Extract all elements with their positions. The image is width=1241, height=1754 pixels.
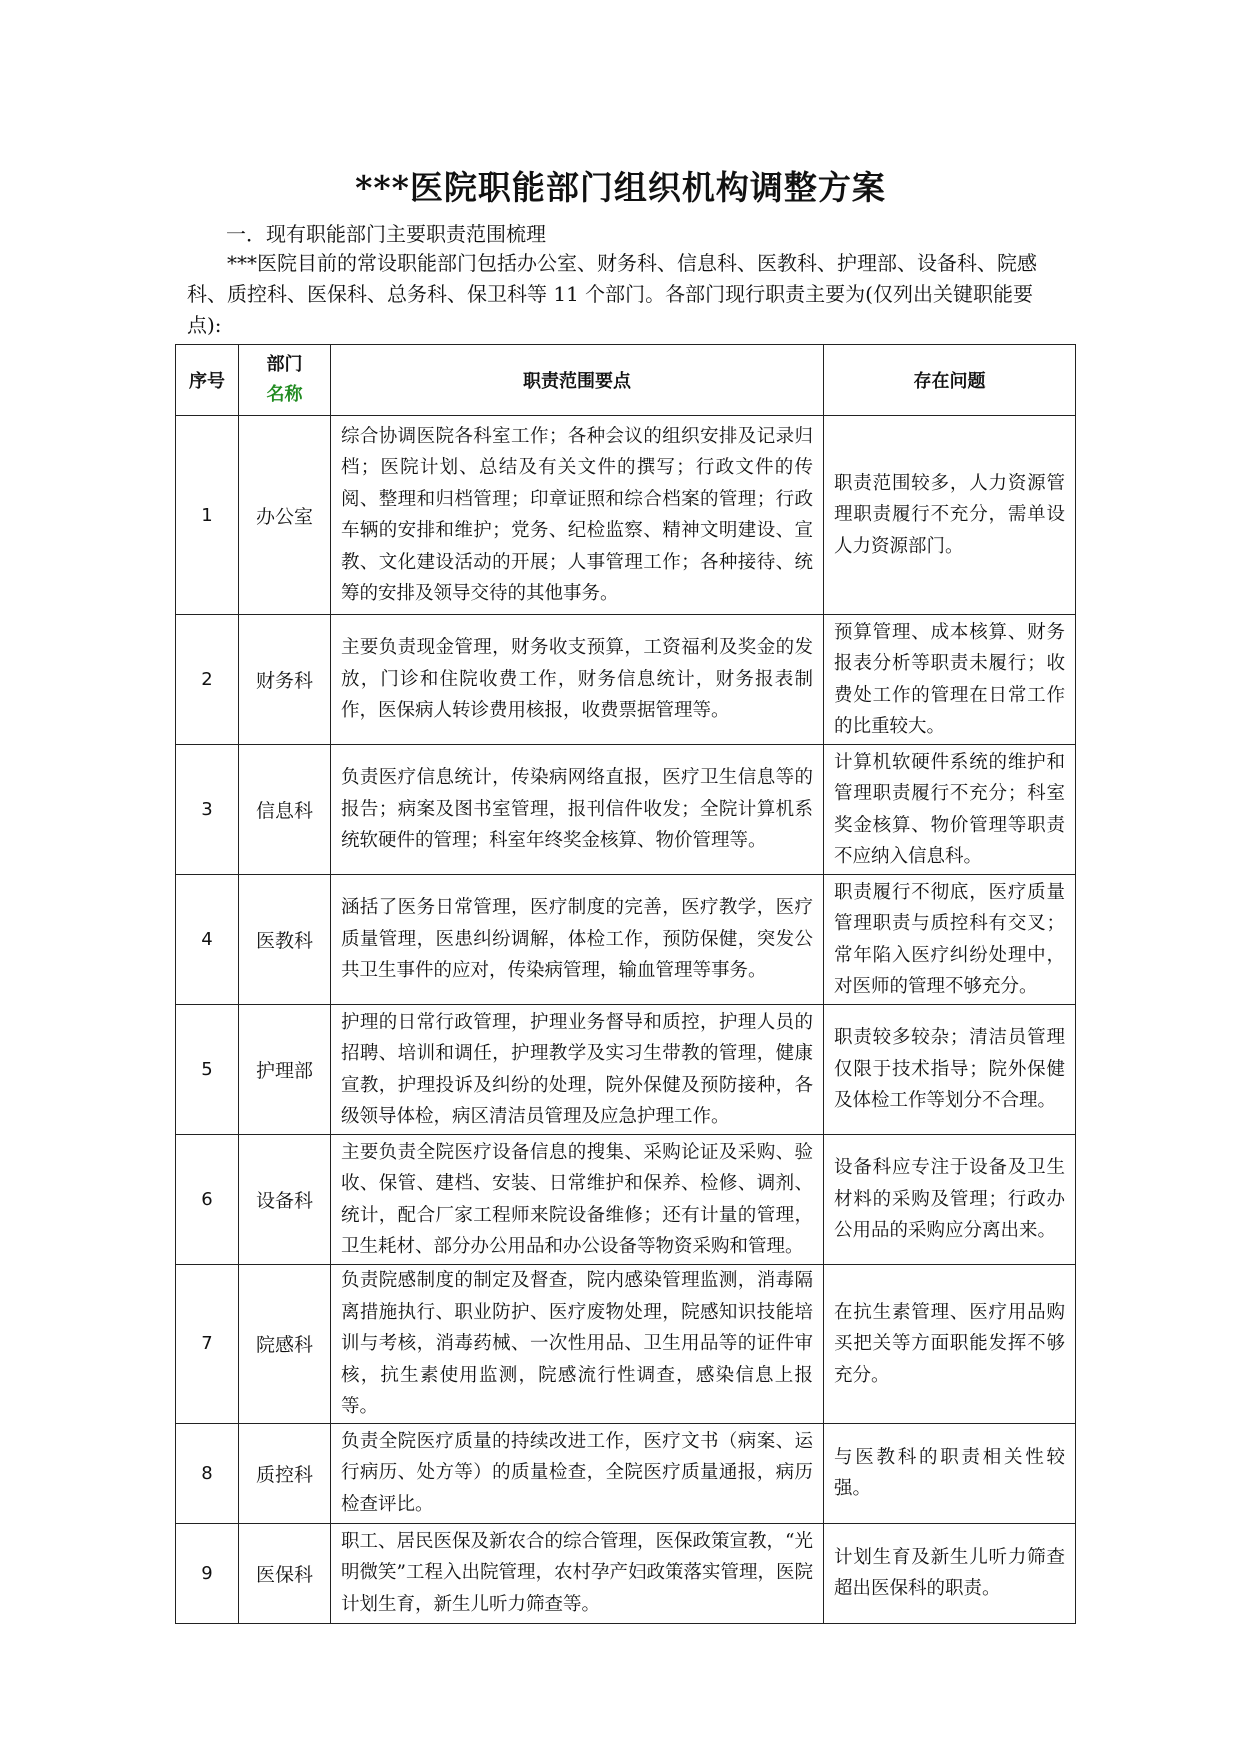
department-name: 信息科: [239, 745, 331, 875]
table-row: [176, 1135, 1076, 1265]
header-no: 序号: [176, 345, 239, 416]
table-row: [176, 1523, 1076, 1623]
header-duties: 职责范围要点: [331, 345, 824, 416]
department-name: 医保科: [239, 1523, 331, 1623]
header-dept-line1: 部门: [266, 354, 303, 375]
row-number: 7: [176, 1265, 239, 1424]
issues-text: 预算管理、成本核算、财务报表分析等职责未履行；收费处工作的管理在日常工作的比重较大。: [824, 615, 1076, 745]
duties-text: 护理的日常行政管理，护理业务督导和质控，护理人员的招聘、培训和调任，护理教学及实习生带教的管理，健康宣教，护理投诉及纠纷的处理，院外保健及预防接种，各级领导体检，病区清洁员管理及应急护理工作。: [331, 1005, 824, 1135]
header-dept: [239, 345, 331, 416]
table-row: [176, 875, 1076, 1005]
row-number: 1: [176, 416, 239, 615]
header-issues: 存在问题: [824, 345, 1076, 416]
issues-text: 职责较多较杂；清洁员管理仅限于技术指导；院外保健及体检工作等划分不合理。: [824, 1005, 1076, 1135]
row-number: 4: [176, 875, 239, 1005]
department-name: 护理部: [239, 1005, 331, 1135]
table-row: [176, 1005, 1076, 1135]
issues-text: 设备科应专注于设备及卫生材料的采购及管理；行政办公用品的采购应分离出来。: [824, 1135, 1076, 1265]
row-number: 3: [176, 745, 239, 875]
duties-text: 负责院感制度的制定及督查，院内感染管理监测，消毒隔离措施执行、职业防护、医疗废物处理，院感知识技能培训与考核，消毒药械、一次性用品、卫生用品等的证件审核，抗生素使用监测，院感流行性调查，感染信息上报等。: [331, 1265, 824, 1424]
section-heading: 一．现有职能部门主要职责范围梳理: [226, 222, 546, 246]
row-number: 8: [176, 1423, 239, 1523]
duties-text: 涵括了医务日常管理，医疗制度的完善，医疗教学，医疗质量管理，医患纠纷调解，体检工作，预防保健，突发公共卫生事件的应对，传染病管理，输血管理等事务。: [331, 875, 824, 1005]
row-number: 9: [176, 1523, 239, 1623]
issues-text: 计算机软硬件系统的维护和管理职责履行不充分；科室奖金核算、物价管理等职责不应纳入信息科。: [824, 745, 1076, 875]
issues-text: 与医教科的职责相关性较强。: [824, 1423, 1076, 1523]
department-name: 院感科: [239, 1265, 331, 1424]
department-name: 办公室: [239, 416, 331, 615]
duties-text: 职工、居民医保及新农合的综合管理，医保政策宣教，“光明微笑”工程入出院管理，农村孕产妇政策落实管理，医院计划生育，新生儿听力筛查等。: [331, 1523, 824, 1623]
duties-text: 综合协调医院各科室工作；各种会议的组织安排及记录归档；医院计划、总结及有关文件的撰写；行政文件的传阅、整理和归档管理；印章证照和综合档案的管理；行政车辆的安排和维护；党务、纪检监察、精神文明建设、宣教、文化建设活动的开展；人事管理工作；各种接待、统筹的安排及领导交待的其他事务。: [331, 416, 824, 615]
intro-paragraph: ***医院目前的常设职能部门包括办公室、财务科、信息科、医教科、护理部、设备科、院感科、质控科、医保科、总务科、保卫科等 11 个部门。各部门现行职责主要为(仅列出关键职能要点):: [187, 251, 1037, 337]
issues-text: 在抗生素管理、医疗用品购买把关等方面职能发挥不够充分。: [824, 1265, 1076, 1424]
duties-text: 负责全院医疗质量的持续改进工作，医疗文书（病案、运行病历、处方等）的质量检查，全院医疗质量通报，病历检查评比。: [331, 1423, 824, 1523]
table-row: [176, 1423, 1076, 1523]
issues-text: 职责履行不彻底，医疗质量管理职责与质控科有交叉；常年陷入医疗纠纷处理中，对医师的管理不够充分。: [824, 875, 1076, 1005]
department-name: 医教科: [239, 875, 331, 1005]
department-name: 设备科: [239, 1135, 331, 1265]
duties-text: 主要负责现金管理，财务收支预算，工资福利及奖金的发放，门诊和住院收费工作，财务信息统计，财务报表制作，医保病人转诊费用核报，收费票据管理等。: [331, 615, 824, 745]
table-row: [176, 615, 1076, 745]
header-dept-line2: 名称: [266, 384, 303, 405]
department-name: 财务科: [239, 615, 331, 745]
department-name: 质控科: [239, 1423, 331, 1523]
duties-text: 主要负责全院医疗设备信息的搜集、采购论证及采购、验收、保管、建档、安装、日常维护和保养、检修、调剂、统计，配合厂家工程师来院设备维修；还有计量的管理，卫生耗材、部分办公用品和办公设备等物资采购和管理。: [331, 1135, 824, 1265]
table-row: [176, 1265, 1076, 1424]
table-header-row: [176, 345, 1076, 416]
row-number: 5: [176, 1005, 239, 1135]
table-row: [176, 416, 1076, 615]
row-number: 6: [176, 1135, 239, 1265]
document-title: ***医院职能部门组织机构调整方案: [355, 168, 886, 207]
duties-text: 负责医疗信息统计，传染病网络直报，医疗卫生信息等的报告；病案及图书室管理，报刊信件收发；全院计算机系统软硬件的管理；科室年终奖金核算、物价管理等。: [331, 745, 824, 875]
table-row: [176, 745, 1076, 875]
row-number: 2: [176, 615, 239, 745]
issues-text: 职责范围较多，人力资源管理职责履行不充分，需单设人力资源部门。: [824, 416, 1076, 615]
issues-text: 计划生育及新生儿听力筛查超出医保科的职责。: [824, 1523, 1076, 1623]
department-duties-table: [175, 344, 1076, 1624]
